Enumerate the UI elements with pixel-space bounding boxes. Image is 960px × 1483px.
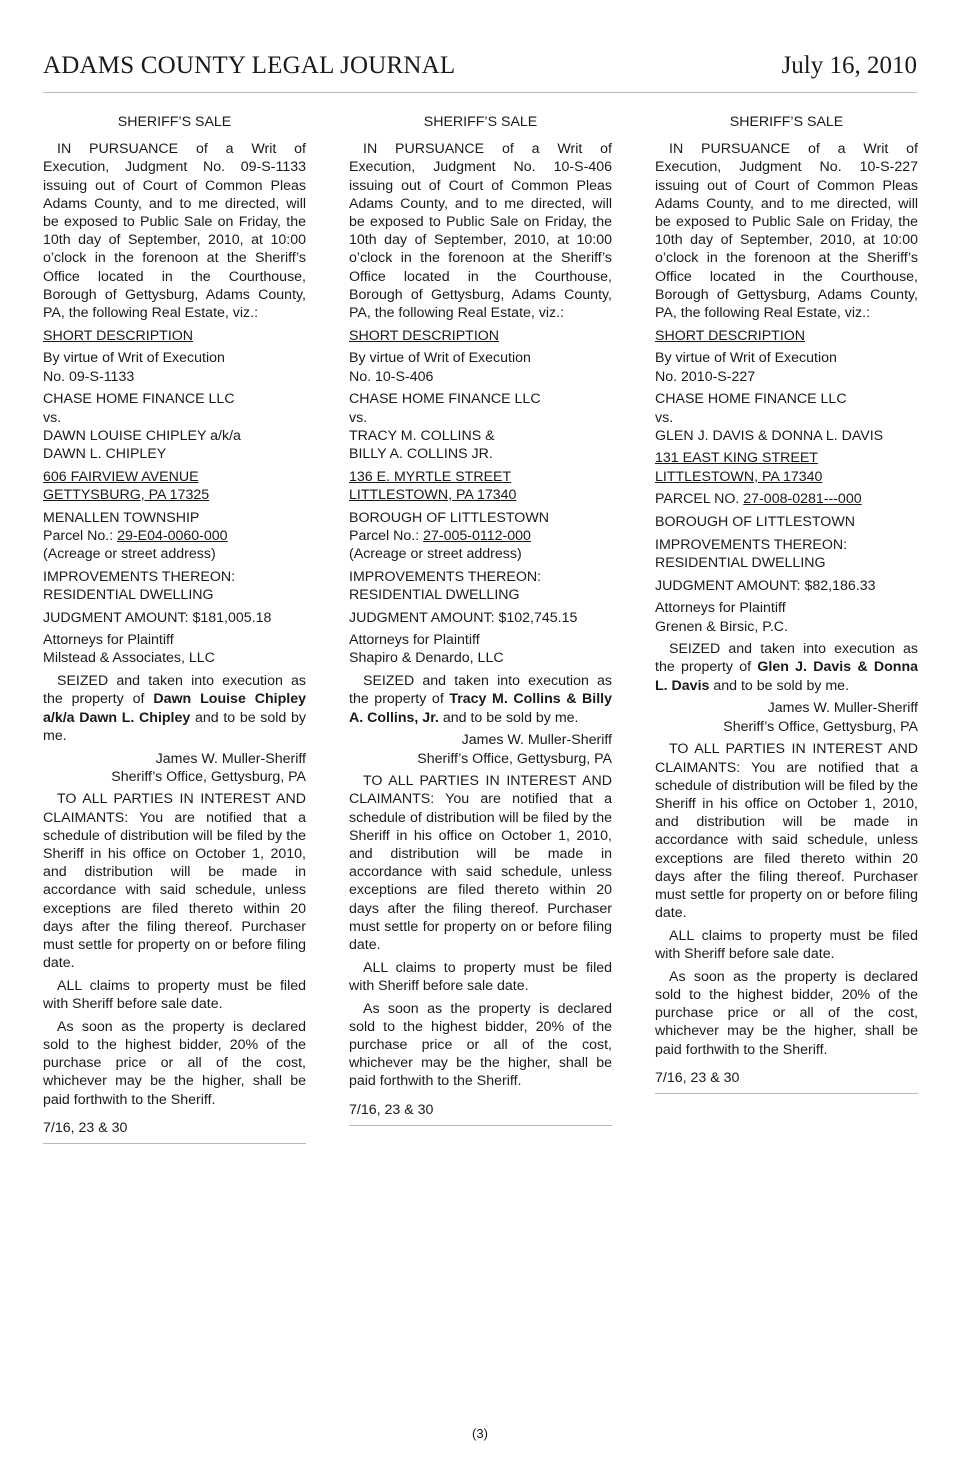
claims-notice: ALL claims to property must be filed with Sheriff before sale date. (43, 977, 306, 1013)
writ-line: By virtue of Writ of Execution (655, 350, 837, 367)
address-street: 606 FAIRVIEW AVENUE (43, 468, 199, 485)
parties-notice: TO ALL PARTIES IN INTEREST AND CLAIMANTS: You are notified that a schedule of distribution will be filed by the Sheriff in his office on October 1, 2010, and distribution will be made in accordance with said schedule, unless exceptions are filed thereto within 20 days after the filing thereof. Purchaser must settle for property on or before filing date. (655, 741, 918, 922)
publication-dates: 7/16, 23 & 30 (43, 1119, 128, 1136)
sheriff-signature (43, 750, 306, 786)
versus: vs. (43, 409, 62, 426)
sheriff-name: James W. Muller-Sheriff (461, 732, 612, 749)
attorneys-label: Attorneys for Plaintiff (43, 632, 174, 649)
writ-line: By virtue of Writ of Execution (349, 350, 531, 367)
short-description-heading: SHORT DESCRIPTION (43, 327, 194, 344)
improvements-value: RESIDENTIAL DWELLING (43, 586, 214, 603)
township: BOROUGH OF LITTLESTOWN (349, 509, 549, 526)
journal-title: ADAMS COUNTY LEGAL JOURNAL (43, 52, 456, 79)
defendant-line: DAWN L. CHIPLEY (43, 445, 167, 462)
bidder-notice: As soon as the property is declared sold to the highest bidder, 20% of the purchase price or all of the cost, whichever may be the higher, shall be paid forthwith to the Sheriff. (43, 1018, 306, 1108)
seized-owner-names: Dawn Louise Chipley a/k/a Dawn L. Chipley (43, 691, 306, 726)
seized-statement (43, 672, 306, 745)
notice-divider (43, 1143, 306, 1144)
judgment-amount: JUDGMENT AMOUNT: $102,745.15 (349, 609, 578, 626)
judgment-amount: JUDGMENT AMOUNT: $82,186.33 (655, 577, 876, 594)
defendant-line: GLEN J. DAVIS & DONNA L. DAVIS (655, 427, 884, 444)
defendant-line: TRACY M. COLLINS & (349, 427, 495, 444)
judgment-amount: JUDGMENT AMOUNT: $181,005.18 (43, 609, 272, 626)
plaintiff: CHASE HOME FINANCE LLC (43, 391, 235, 408)
short-description-heading: SHORT DESCRIPTION (655, 327, 806, 344)
attorneys-label: Attorneys for Plaintiff (655, 600, 786, 617)
writ-line: By virtue of Writ of Execution (43, 350, 225, 367)
property-address (655, 449, 918, 485)
versus: vs. (349, 409, 368, 426)
versus: vs. (655, 409, 674, 426)
notice-divider (349, 1125, 612, 1126)
notice-title: SHERIFF’S SALE (117, 114, 232, 130)
improvements-value: RESIDENTIAL DWELLING (349, 586, 520, 603)
attorneys-block (655, 599, 918, 635)
defendant-line: BILLY A. COLLINS JR. (349, 445, 493, 462)
parcel-line (655, 490, 918, 508)
page-number: (3) (472, 1426, 488, 1441)
improvements (349, 568, 612, 604)
parties-notice: TO ALL PARTIES IN INTEREST AND CLAIMANTS: You are notified that a schedule of distribution will be filed by the Sheriff in his office on October 1, 2010, and distribution will be made in accordance with said schedule, unless exceptions are filed thereto within 20 days after the filing thereof. Purchaser must settle for property on or before filing date. (43, 791, 306, 972)
parcel-label: Parcel No.: (349, 527, 424, 544)
township: BOROUGH OF LITTLESTOWN (655, 514, 855, 531)
improvements (43, 568, 306, 604)
defendant-line: DAWN LOUISE CHIPLEY a/k/a (43, 427, 241, 444)
parcel-number: 27-005-0112-000 (423, 527, 531, 544)
notice-divider (655, 1093, 918, 1094)
publication-dates: 7/16, 23 & 30 (349, 1101, 434, 1118)
seized-statement (655, 640, 918, 695)
improvements-label: IMPROVEMENTS THEREON: (349, 568, 542, 585)
bidder-notice: As soon as the property is declared sold to the highest bidder, 20% of the purchase price or all of the cost, whichever may be the higher, shall be paid forthwith to the Sheriff. (655, 968, 918, 1058)
parcel-label: PARCEL NO. (655, 491, 744, 508)
plaintiff: CHASE HOME FINANCE LLC (655, 391, 847, 408)
improvements (655, 536, 918, 572)
parcel-block (349, 509, 612, 564)
claims-notice: ALL claims to property must be filed with Sheriff before sale date. (349, 959, 612, 994)
sheriff-office: Sheriff’s Office, Gettysburg, PA (417, 750, 612, 767)
attorneys-label: Attorneys for Plaintiff (349, 632, 480, 649)
seized-text-end: and to be sold by me. (709, 677, 850, 694)
seized-statement (349, 672, 612, 727)
sheriff-sale-notice-2 (349, 113, 612, 1126)
parcel-label: Parcel No.: (43, 527, 118, 544)
sheriff-office: Sheriff’s Office, Gettysburg, PA (111, 768, 306, 785)
publication-dates: 7/16, 23 & 30 (655, 1069, 740, 1086)
seized-text: SEIZED and taken into execution as the property of (43, 673, 306, 708)
address-city: LITTLESTOWN, PA 17340 (349, 486, 517, 503)
attorneys-name: Grenen & Birsic, P.C. (655, 618, 788, 635)
address-city: LITTLESTOWN, PA 17340 (655, 468, 823, 485)
seized-text: SEIZED and taken into execution as the property of (349, 673, 612, 708)
notice-title: SHERIFF’S SALE (423, 114, 538, 130)
improvements-value: RESIDENTIAL DWELLING (655, 554, 826, 571)
sheriff-signature (349, 731, 612, 767)
sheriff-signature (655, 699, 918, 735)
parties-notice: TO ALL PARTIES IN INTEREST AND CLAIMANTS: You are notified that a schedule of distribution will be filed by the Sheriff in his office on October 1, 2010, and distribution will be made in accordance with said schedule, unless exceptions are filed thereto within 20 days after the filing thereof. Purchaser must settle for property on or before filing date. (349, 773, 612, 954)
property-address (349, 468, 612, 504)
seized-text-end: and to be sold by me. (438, 709, 579, 726)
writ-number: No. 2010-S-227 (655, 368, 756, 385)
writ-block (655, 349, 918, 385)
writ-number: No. 09-S-1133 (43, 368, 135, 385)
notice-intro: IN PURSUANCE of a Writ of Execution, Judgment No. 09-S-1133 issuing out of Court of Common Pleas Adams County, and to me directed, will be exposed to Public Sale on Friday, the 10th day of September, 2010, at 10:00 o’clock in the forenoon at the Sheriff’s Office located in the Courthouse, Borough of Gettysburg, Adams County, PA, the following Real Estate, viz.: (43, 141, 306, 322)
notice-intro: IN PURSUANCE of a Writ of Execution, Judgment No. 10-S-406 issuing out of Court of Common Pleas Adams County, and to me directed, will be exposed to Public Sale on Friday, the 10th day of September, 2010, at 10:00 o’clock in the forenoon at the Sheriff’s Office located in the Courthouse, Borough of Gettysburg, Adams County, PA, the following Real Estate, viz.: (349, 141, 612, 322)
property-address (43, 468, 306, 504)
claims-notice: ALL claims to property must be filed with Sheriff before sale date. (655, 927, 918, 963)
parties-block (349, 390, 612, 463)
seized-owner-names: Glen J. Davis & Donna L. Davis (655, 659, 918, 694)
seized-text-end: and to be sold by me. (43, 709, 306, 744)
parcel-block (43, 509, 306, 564)
writ-block (349, 349, 612, 385)
sheriff-name: James W. Muller-Sheriff (767, 700, 918, 717)
parties-block (43, 390, 306, 463)
parcel-number: 29-E04-0060-000 (117, 527, 228, 544)
sheriff-name: James W. Muller-Sheriff (155, 750, 306, 767)
sheriff-sale-notice-1 (43, 113, 306, 1144)
seized-owner-names: Tracy M. Collins & Billy A. Collins, Jr. (349, 691, 612, 726)
notice-title: SHERIFF’S SALE (729, 114, 844, 130)
short-description-heading: SHORT DESCRIPTION (349, 327, 500, 344)
improvements-label: IMPROVEMENTS THEREON: (655, 536, 848, 553)
parties-block (655, 390, 918, 445)
seized-text: SEIZED and taken into execution as the property of (655, 641, 918, 676)
attorneys-block (349, 631, 612, 667)
page-header (43, 52, 917, 93)
attorneys-name: Shapiro & Denardo, LLC (349, 650, 504, 667)
address-street: 136 E. MYRTLE STREET (349, 468, 512, 485)
improvements-label: IMPROVEMENTS THEREON: (43, 568, 236, 585)
attorneys-block (43, 631, 306, 667)
notice-intro: IN PURSUANCE of a Writ of Execution, Judgment No. 10-S-227 issuing out of Court of Common Pleas Adams County, and to me directed, will be exposed to Public Sale on Friday, the 10th day of September, 2010, at 10:00 o’clock in the forenoon at the Sheriff’s Office located in the Courthouse, Borough of Gettysburg, Adams County, PA, the following Real Estate, viz.: (655, 141, 918, 322)
address-street: 131 EAST KING STREET (655, 450, 818, 467)
acreage-note: (Acreage or street address) (43, 545, 216, 562)
parcel-number: 27-008-0281---000 (743, 491, 862, 508)
sheriff-sale-notice-3 (655, 113, 918, 1094)
address-city: GETTYSBURG, PA 17325 (43, 486, 210, 503)
attorneys-name: Milstead & Associates, LLC (43, 650, 215, 667)
acreage-note: (Acreage or street address) (349, 545, 522, 562)
writ-block (43, 349, 306, 385)
sheriff-office: Sheriff’s Office, Gettysburg, PA (723, 718, 918, 735)
township: MENALLEN TOWNSHIP (43, 509, 200, 526)
bidder-notice: As soon as the property is declared sold to the highest bidder, 20% of the purchase price or all of the cost, whichever may be the higher, shall be paid forthwith to the Sheriff. (349, 1000, 612, 1090)
plaintiff: CHASE HOME FINANCE LLC (349, 391, 541, 408)
issue-date: July 16, 2010 (781, 52, 917, 79)
writ-number: No. 10-S-406 (349, 368, 434, 385)
